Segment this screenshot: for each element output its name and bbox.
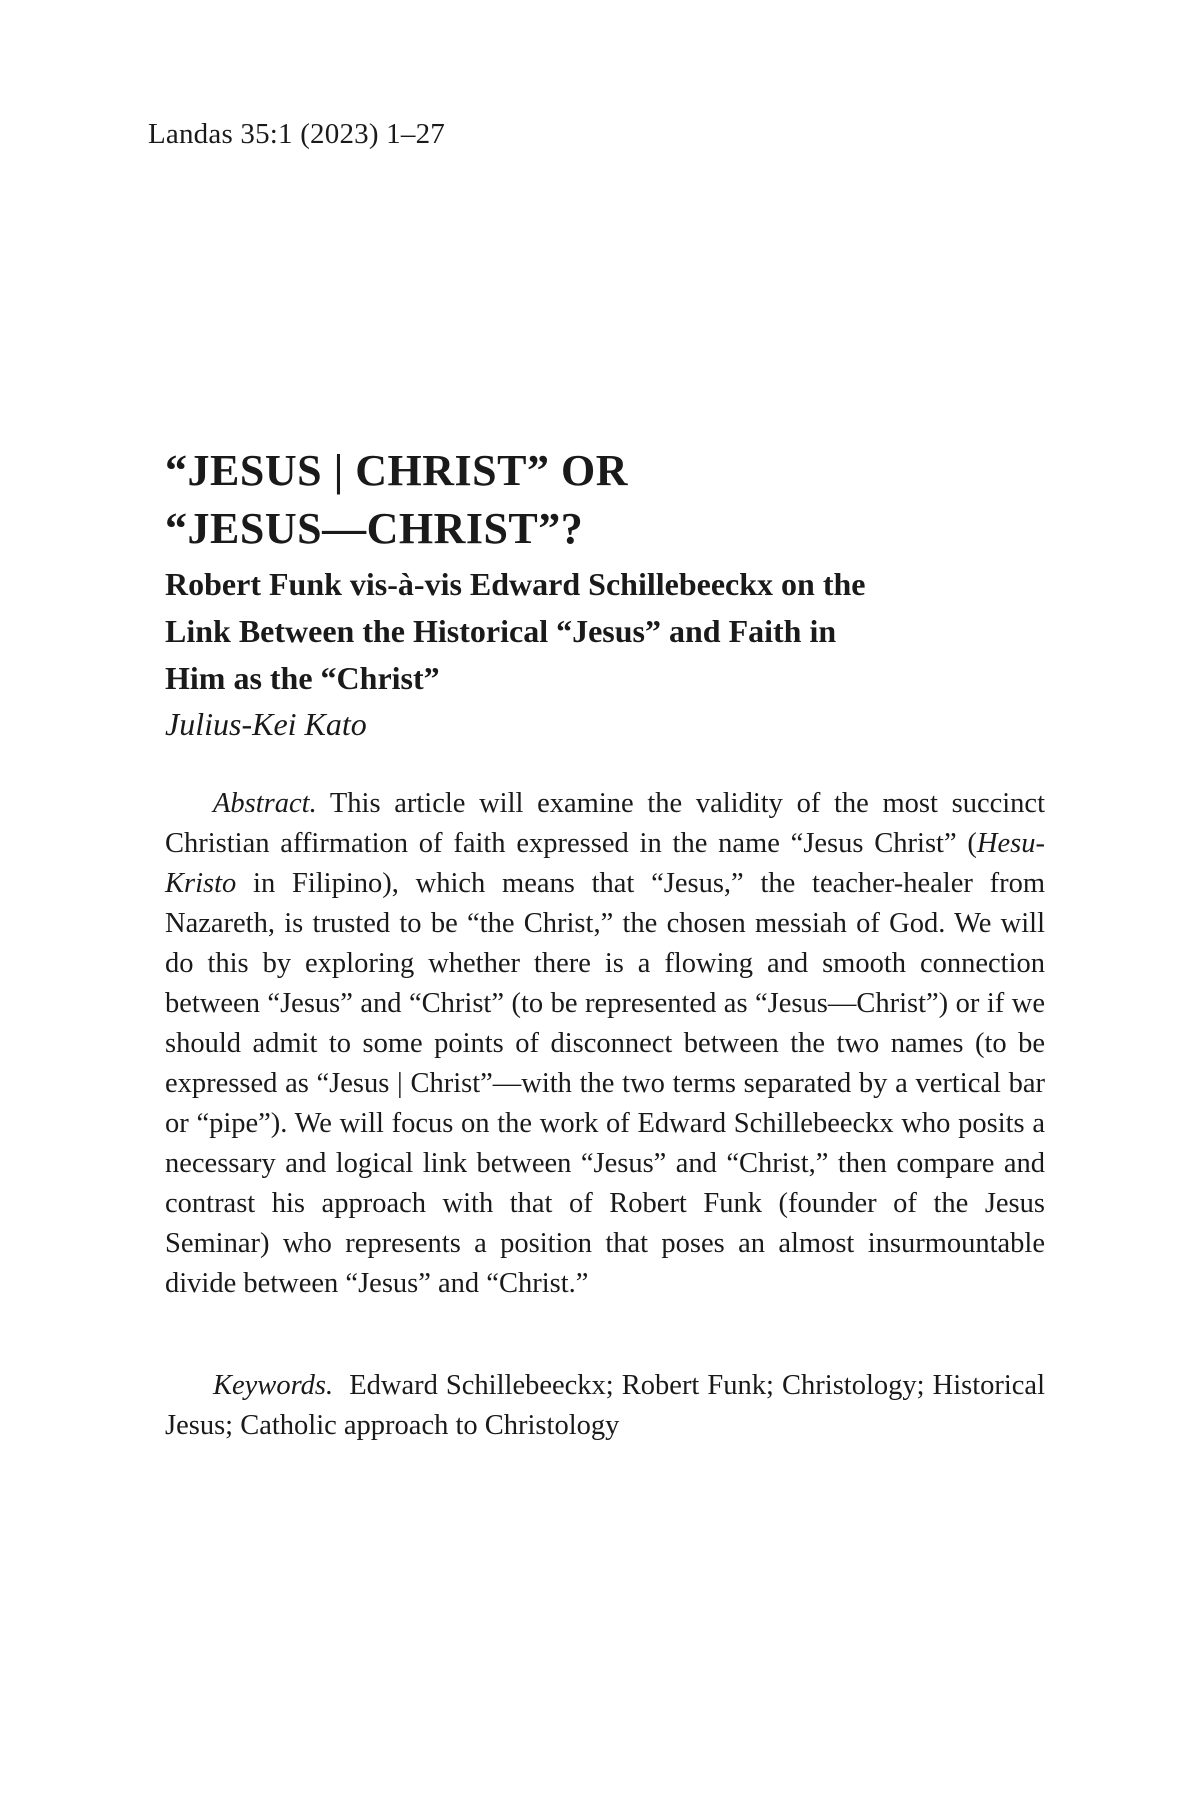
author-name: Julius-Kei Kato	[165, 706, 367, 742]
abstract-italic-term: Hesu-Kristo	[165, 828, 1045, 899]
keywords-paragraph	[165, 1366, 1053, 1446]
abstract-paragraph	[165, 784, 1045, 1304]
abstract-text-part-2: in Filipino), which means that “Jesus,” the teacher-healer from Nazareth, is trusted to be “the Christ,” the chosen messiah of God. We will do this by exploring whether there is a flowing and smooth connection between “Jesus” and “Christ” (to be represented as “Jesus—Christ”) or if we should admit to some points of disconnect between the two names (to be expressed as “Jesus | Christ”—with the two terms separated by a vertical bar or “pipe”). We will focus on the work of Edward Schillebeeckx who posits a necessary and logical link between “Jesus” and “Christ,” then compare and contrast his approach with that of Robert Funk (founder of the Jesus Seminar) who represents a position that poses an almost insurmountable divide between “Jesus” and “Christ.”	[165, 868, 1045, 1299]
keywords-text: Edward Schillebeeckx; Robert Funk; Christology; Historical Jesus; Catholic approach to Christology	[165, 1370, 1053, 1441]
article-header	[165, 442, 1045, 746]
abstract-text-part-1: This article will examine the validity of the most succinct Christian affirmation of faith expressed in the name “Jesus Christ” (	[165, 788, 1045, 859]
running-head: Landas 35:1 (2023) 1–27	[148, 118, 445, 150]
keywords-label: Keywords.	[213, 1370, 334, 1401]
article-subtitle	[165, 561, 1045, 702]
subtitle-line-2: Link Between the Historical “Jesus” and Faith in	[165, 613, 837, 649]
article-title-line-2: “JESUS—CHRIST”?	[165, 504, 584, 553]
subtitle-line-1: Robert Funk vis-à-vis Edward Schillebeeckx on the	[165, 566, 866, 602]
subtitle-line-3: Him as the “Christ”	[165, 660, 440, 696]
abstract-label: Abstract.	[213, 788, 317, 819]
article-title-line-1: “JESUS | CHRIST” OR	[165, 446, 628, 495]
